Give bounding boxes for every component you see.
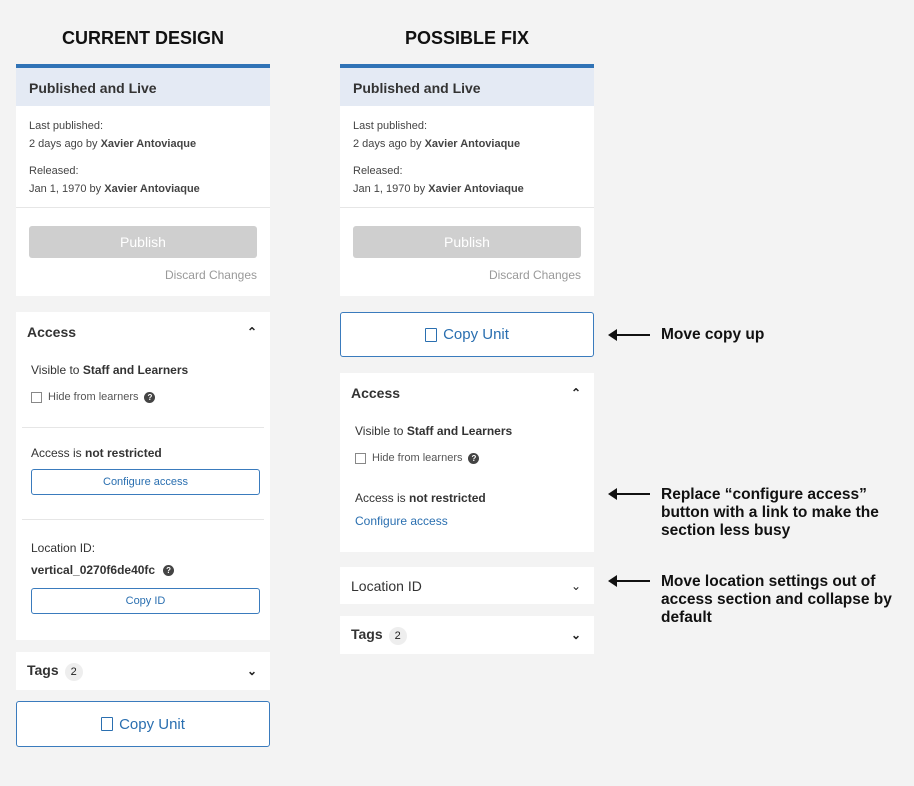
hide-from-learners-checkbox[interactable]: [31, 392, 42, 403]
hide-from-learners-checkbox[interactable]: [355, 453, 366, 464]
released-value: Jan 1, 1970 by Xavier Antoviaque: [29, 183, 200, 195]
copy-unit-button[interactable]: [340, 312, 594, 357]
arrow-left-icon: [610, 493, 650, 495]
copy-unit-label: Copy Unit: [443, 326, 509, 343]
chevron-up-icon[interactable]: ⌃: [246, 325, 257, 339]
tags-title: Tags: [351, 625, 383, 642]
chevron-down-icon[interactable]: ⌄: [570, 578, 581, 593]
tags-count-badge: 2: [389, 627, 407, 645]
note-replace-access: Replace “configure access” button with a link to make the section less busy: [661, 486, 879, 539]
help-icon[interactable]: ?: [144, 392, 155, 403]
copy-unit-button[interactable]: [16, 701, 270, 747]
access-card: [340, 373, 594, 552]
last-published-value: 2 days ago by Xavier Antoviaque: [29, 138, 197, 150]
publish-status: Published and Live: [340, 68, 594, 106]
last-published-value: 2 days ago by Xavier Antoviaque: [353, 138, 521, 150]
publish-button[interactable]: Publish: [29, 226, 257, 258]
location-id: vertical_0270f6de40fc: [31, 563, 156, 577]
current-design-title: CURRENT DESIGN: [61, 28, 224, 48]
publish-button[interactable]: Publish: [353, 226, 581, 258]
released-label: Released:: [29, 165, 79, 177]
possible-fix-title: POSSIBLE FIX: [404, 28, 530, 48]
configure-access-button[interactable]: Configure access: [31, 469, 260, 495]
location-title: Location ID: [351, 577, 422, 594]
publish-status: Published and Live: [16, 68, 270, 106]
note-move-copy: Move copy up: [661, 326, 765, 343]
help-icon[interactable]: ?: [468, 453, 479, 464]
last-published-label: Last published:: [353, 120, 427, 132]
tags-section[interactable]: [340, 616, 594, 654]
released-value: Jan 1, 1970 by Xavier Antoviaque: [353, 183, 524, 195]
discard-changes-link[interactable]: Discard Changes: [488, 268, 581, 282]
visibility-text: Visible to Staff and Learners: [355, 424, 513, 438]
tags-count-badge: 2: [65, 663, 83, 681]
access-header[interactable]: [16, 312, 270, 352]
released-label: Released:: [353, 165, 403, 177]
hide-label: Hide from learners: [48, 391, 139, 403]
access-title: Access: [27, 324, 77, 340]
access-status: Access is not restricted: [355, 491, 486, 505]
tags-section[interactable]: [16, 652, 270, 690]
access-card: [16, 312, 270, 640]
copy-unit-label: Copy Unit: [119, 715, 185, 733]
access-header[interactable]: [340, 373, 594, 413]
access-title: Access: [351, 385, 401, 401]
chevron-up-icon[interactable]: ⌃: [570, 386, 581, 400]
copy-icon: [425, 328, 437, 342]
visibility-text: Visible to Staff and Learners: [31, 363, 189, 377]
arrow-left-icon: [610, 334, 650, 336]
location-label: Location ID:: [31, 541, 96, 555]
tags-title: Tags: [27, 661, 59, 678]
configure-access-link[interactable]: Configure access: [355, 514, 448, 528]
publish-card: [16, 64, 270, 296]
arrow-left-icon: [610, 580, 650, 582]
chevron-down-icon[interactable]: ⌄: [246, 664, 257, 678]
access-status: Access is not restricted: [31, 446, 162, 460]
copy-icon: [101, 717, 113, 731]
discard-changes-link[interactable]: Discard Changes: [164, 268, 257, 282]
publish-card: [340, 64, 594, 296]
note-move-location: Move location settings out of access section and collapse by default: [661, 573, 892, 626]
help-icon[interactable]: ?: [163, 565, 174, 576]
hide-label: Hide from learners: [372, 452, 463, 464]
chevron-down-icon[interactable]: ⌄: [570, 628, 581, 642]
last-published-label: Last published:: [29, 120, 103, 132]
location-id-section[interactable]: [340, 567, 594, 604]
copy-id-button[interactable]: Copy ID: [31, 588, 260, 614]
